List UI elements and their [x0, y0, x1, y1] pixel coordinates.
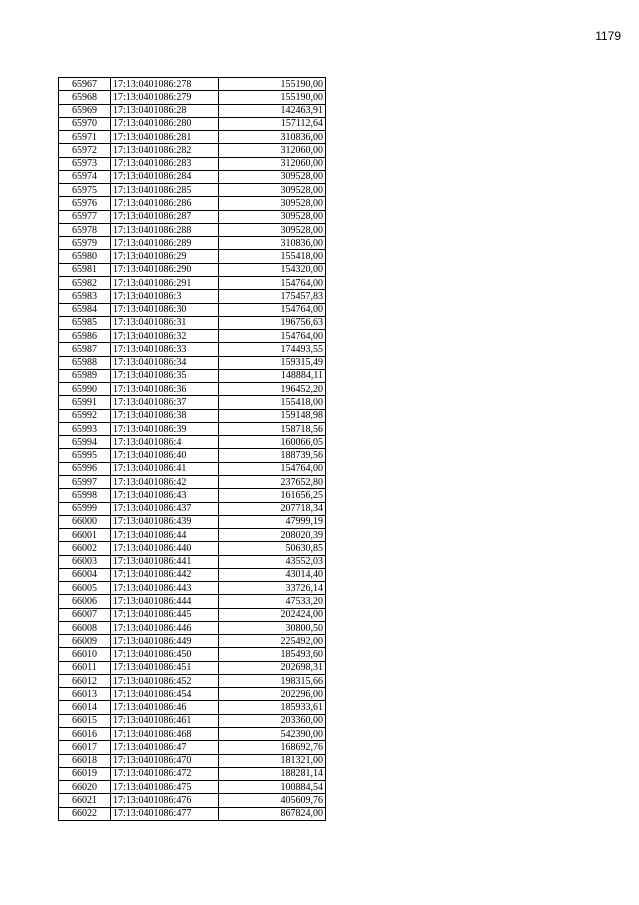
row-number-cell: 66020 [59, 781, 111, 794]
table-row [59, 781, 326, 794]
cadastral-number-cell: 17:13:0401086:44 [111, 529, 219, 542]
cadastral-value-cell: 188281,14 [219, 767, 326, 780]
row-number-cell: 66006 [59, 595, 111, 608]
table-row [59, 343, 326, 356]
row-number-cell: 66016 [59, 728, 111, 741]
table-row [59, 648, 326, 661]
cadastral-number-cell: 17:13:0401086:278 [111, 78, 219, 91]
row-number-cell: 65975 [59, 184, 111, 197]
table-row [59, 409, 326, 422]
cadastral-number-cell: 17:13:0401086:445 [111, 608, 219, 621]
cadastral-value-cell: 30800,50 [219, 621, 326, 634]
cadastral-value-cell: 202698,31 [219, 661, 326, 674]
table-row [59, 263, 326, 276]
cadastral-number-cell: 17:13:0401086:286 [111, 197, 219, 210]
cadastral-value-cell: 160066,05 [219, 436, 326, 449]
cadastral-number-cell: 17:13:0401086:38 [111, 409, 219, 422]
cadastral-value-cell: 43552,03 [219, 555, 326, 568]
cadastral-number-cell: 17:13:0401086:446 [111, 621, 219, 634]
cadastral-number-cell: 17:13:0401086:42 [111, 475, 219, 488]
table-row [59, 396, 326, 409]
row-number-cell: 65992 [59, 409, 111, 422]
cadastral-number-cell: 17:13:0401086:36 [111, 383, 219, 396]
table-row [59, 714, 326, 727]
table-row [59, 595, 326, 608]
cadastral-value-cell: 43014,40 [219, 568, 326, 581]
row-number-cell: 65990 [59, 383, 111, 396]
cadastral-value-cell: 154764,00 [219, 303, 326, 316]
table-row [59, 542, 326, 555]
cadastral-value-cell: 202296,00 [219, 688, 326, 701]
cadastral-value-cell: 196452,20 [219, 383, 326, 396]
table-row [59, 330, 326, 343]
table-row [59, 290, 326, 303]
table-row [59, 794, 326, 807]
cadastral-value-cell: 225492,00 [219, 635, 326, 648]
row-number-cell: 65979 [59, 237, 111, 250]
cadastral-number-cell: 17:13:0401086:472 [111, 767, 219, 780]
table-row [59, 674, 326, 687]
table-row [59, 250, 326, 263]
cadastral-number-cell: 17:13:0401086:470 [111, 754, 219, 767]
cadastral-number-cell: 17:13:0401086:37 [111, 396, 219, 409]
row-number-cell: 66019 [59, 767, 111, 780]
table-row [59, 462, 326, 475]
cadastral-number-cell: 17:13:0401086:40 [111, 449, 219, 462]
table-row [59, 436, 326, 449]
row-number-cell: 65981 [59, 263, 111, 276]
table-row [59, 104, 326, 117]
row-number-cell: 65971 [59, 131, 111, 144]
table-row [59, 91, 326, 104]
cadastral-value-cell: 154764,00 [219, 276, 326, 289]
cadastral-value-cell: 148884,11 [219, 369, 326, 382]
row-number-cell: 65985 [59, 316, 111, 329]
cadastral-value-cell: 168692,76 [219, 741, 326, 754]
row-number-cell: 65974 [59, 170, 111, 183]
table-row [59, 608, 326, 621]
cadastral-value-cell: 50630,85 [219, 542, 326, 555]
cadastral-number-cell: 17:13:0401086:284 [111, 170, 219, 183]
cadastral-number-cell: 17:13:0401086:30 [111, 303, 219, 316]
cadastral-value-cell: 155418,00 [219, 396, 326, 409]
cadastral-number-cell: 17:13:0401086:440 [111, 542, 219, 555]
row-number-cell: 65973 [59, 157, 111, 170]
cadastral-number-cell: 17:13:0401086:454 [111, 688, 219, 701]
cadastral-number-cell: 17:13:0401086:41 [111, 462, 219, 475]
cadastral-number-cell: 17:13:0401086:451 [111, 661, 219, 674]
row-number-cell: 66008 [59, 621, 111, 634]
row-number-cell: 65980 [59, 250, 111, 263]
row-number-cell: 65978 [59, 223, 111, 236]
cadastral-value-cell: 154320,00 [219, 263, 326, 276]
cadastral-number-cell: 17:13:0401086:285 [111, 184, 219, 197]
cadastral-value-cell: 309528,00 [219, 210, 326, 223]
cadastral-number-cell: 17:13:0401086:31 [111, 316, 219, 329]
row-number-cell: 65997 [59, 475, 111, 488]
row-number-cell: 66007 [59, 608, 111, 621]
cadastral-value-cell: 309528,00 [219, 223, 326, 236]
row-number-cell: 65996 [59, 462, 111, 475]
cadastral-value-cell: 161656,25 [219, 489, 326, 502]
cadastral-number-cell: 17:13:0401086:280 [111, 117, 219, 130]
cadastral-number-cell: 17:13:0401086:452 [111, 674, 219, 687]
table-row [59, 117, 326, 130]
row-number-cell: 65977 [59, 210, 111, 223]
cadastral-number-cell: 17:13:0401086:287 [111, 210, 219, 223]
cadastral-number-cell: 17:13:0401086:4 [111, 436, 219, 449]
cadastral-value-cell: 185933,61 [219, 701, 326, 714]
table-row [59, 197, 326, 210]
cadastral-number-cell: 17:13:0401086:461 [111, 714, 219, 727]
cadastral-number-cell: 17:13:0401086:450 [111, 648, 219, 661]
cadastral-number-cell: 17:13:0401086:477 [111, 807, 219, 820]
table-row [59, 223, 326, 236]
cadastral-value-cell: 405609,76 [219, 794, 326, 807]
cadastral-number-cell: 17:13:0401086:35 [111, 369, 219, 382]
table-row [59, 502, 326, 515]
table-row [59, 568, 326, 581]
cadastral-number-cell: 17:13:0401086:28 [111, 104, 219, 117]
table-row [59, 701, 326, 714]
table-row [59, 276, 326, 289]
row-number-cell: 66003 [59, 555, 111, 568]
table-row [59, 449, 326, 462]
cadastral-value-cell: 198315,66 [219, 674, 326, 687]
cadastral-number-cell: 17:13:0401086:291 [111, 276, 219, 289]
row-number-cell: 65989 [59, 369, 111, 382]
cadastral-value-cell: 196756,63 [219, 316, 326, 329]
cadastral-value-cell: 154764,00 [219, 462, 326, 475]
cadastral-value-cell: 155190,00 [219, 78, 326, 91]
table-row [59, 78, 326, 91]
cadastral-number-cell: 17:13:0401086:283 [111, 157, 219, 170]
cadastral-number-cell: 17:13:0401086:468 [111, 728, 219, 741]
page-number: 1179 [595, 29, 621, 43]
row-number-cell: 65983 [59, 290, 111, 303]
table-row [59, 728, 326, 741]
table-row [59, 688, 326, 701]
cadastral-number-cell: 17:13:0401086:441 [111, 555, 219, 568]
cadastral-number-cell: 17:13:0401086:449 [111, 635, 219, 648]
cadastral-value-cell: 867824,00 [219, 807, 326, 820]
cadastral-number-cell: 17:13:0401086:475 [111, 781, 219, 794]
row-number-cell: 65986 [59, 330, 111, 343]
table-row [59, 157, 326, 170]
row-number-cell: 65968 [59, 91, 111, 104]
cadastral-number-cell: 17:13:0401086:39 [111, 422, 219, 435]
cadastral-value-cell: 542390,00 [219, 728, 326, 741]
row-number-cell: 66002 [59, 542, 111, 555]
row-number-cell: 66014 [59, 701, 111, 714]
row-number-cell: 66005 [59, 582, 111, 595]
table-row [59, 144, 326, 157]
table-row [59, 489, 326, 502]
row-number-cell: 65995 [59, 449, 111, 462]
row-number-cell: 65976 [59, 197, 111, 210]
cadastral-value-cell: 175457,83 [219, 290, 326, 303]
cadastral-number-cell: 17:13:0401086:281 [111, 131, 219, 144]
table-row [59, 621, 326, 634]
cadastral-number-cell: 17:13:0401086:288 [111, 223, 219, 236]
cadastral-value-cell: 142463,91 [219, 104, 326, 117]
cadastral-value-table [58, 77, 326, 821]
row-number-cell: 65998 [59, 489, 111, 502]
table-row [59, 529, 326, 542]
cadastral-number-cell: 17:13:0401086:29 [111, 250, 219, 263]
cadastral-number-cell: 17:13:0401086:3 [111, 290, 219, 303]
table-row [59, 555, 326, 568]
row-number-cell: 65987 [59, 343, 111, 356]
row-number-cell: 65988 [59, 356, 111, 369]
table-row [59, 170, 326, 183]
table-row [59, 316, 326, 329]
cadastral-value-cell: 312060,00 [219, 144, 326, 157]
table-row [59, 475, 326, 488]
table-row [59, 741, 326, 754]
cadastral-value-cell: 157112,64 [219, 117, 326, 130]
row-number-cell: 66001 [59, 529, 111, 542]
cadastral-value-cell: 159148,98 [219, 409, 326, 422]
cadastral-value-cell: 203360,00 [219, 714, 326, 727]
row-number-cell: 66012 [59, 674, 111, 687]
row-number-cell: 66015 [59, 714, 111, 727]
cadastral-number-cell: 17:13:0401086:34 [111, 356, 219, 369]
cadastral-number-cell: 17:13:0401086:282 [111, 144, 219, 157]
table-row [59, 515, 326, 528]
cadastral-value-cell: 208020,39 [219, 529, 326, 542]
cadastral-number-cell: 17:13:0401086:444 [111, 595, 219, 608]
cadastral-number-cell: 17:13:0401086:290 [111, 263, 219, 276]
cadastral-value-cell: 310836,00 [219, 237, 326, 250]
table-row [59, 303, 326, 316]
row-number-cell: 65967 [59, 78, 111, 91]
cadastral-number-cell: 17:13:0401086:439 [111, 515, 219, 528]
row-number-cell: 66010 [59, 648, 111, 661]
cadastral-number-cell: 17:13:0401086:289 [111, 237, 219, 250]
row-number-cell: 65982 [59, 276, 111, 289]
table-row [59, 767, 326, 780]
row-number-cell: 66011 [59, 661, 111, 674]
cadastral-value-cell: 207718,34 [219, 502, 326, 515]
table-row [59, 635, 326, 648]
cadastral-number-cell: 17:13:0401086:43 [111, 489, 219, 502]
cadastral-value-cell: 158718,56 [219, 422, 326, 435]
row-number-cell: 65994 [59, 436, 111, 449]
table-body [59, 78, 326, 821]
cadastral-number-cell: 17:13:0401086:476 [111, 794, 219, 807]
cadastral-value-cell: 154764,00 [219, 330, 326, 343]
cadastral-value-cell: 47533,20 [219, 595, 326, 608]
table-row [59, 383, 326, 396]
cadastral-value-cell: 47999,19 [219, 515, 326, 528]
cadastral-value-cell: 155418,00 [219, 250, 326, 263]
cadastral-number-cell: 17:13:0401086:437 [111, 502, 219, 515]
cadastral-value-cell: 181321,00 [219, 754, 326, 767]
cadastral-value-cell: 237652,80 [219, 475, 326, 488]
cadastral-number-cell: 17:13:0401086:33 [111, 343, 219, 356]
table-row [59, 369, 326, 382]
cadastral-value-cell: 100884,54 [219, 781, 326, 794]
cadastral-value-cell: 202424,00 [219, 608, 326, 621]
row-number-cell: 65972 [59, 144, 111, 157]
cadastral-value-cell: 310836,00 [219, 131, 326, 144]
table-row [59, 210, 326, 223]
cadastral-number-cell: 17:13:0401086:47 [111, 741, 219, 754]
cadastral-value-cell: 188739,56 [219, 449, 326, 462]
table-row [59, 422, 326, 435]
row-number-cell: 65970 [59, 117, 111, 130]
cadastral-value-cell: 174493,55 [219, 343, 326, 356]
row-number-cell: 65984 [59, 303, 111, 316]
cadastral-number-cell: 17:13:0401086:279 [111, 91, 219, 104]
table-row [59, 131, 326, 144]
row-number-cell: 66022 [59, 807, 111, 820]
row-number-cell: 65991 [59, 396, 111, 409]
cadastral-number-cell: 17:13:0401086:46 [111, 701, 219, 714]
cadastral-number-cell: 17:13:0401086:442 [111, 568, 219, 581]
table-row [59, 661, 326, 674]
table-row [59, 582, 326, 595]
row-number-cell: 66017 [59, 741, 111, 754]
cadastral-value-cell: 33726,14 [219, 582, 326, 595]
table-row [59, 237, 326, 250]
cadastral-value-cell: 309528,00 [219, 197, 326, 210]
cadastral-number-cell: 17:13:0401086:32 [111, 330, 219, 343]
row-number-cell: 66004 [59, 568, 111, 581]
row-number-cell: 66018 [59, 754, 111, 767]
cadastral-value-cell: 185493,60 [219, 648, 326, 661]
table-row [59, 754, 326, 767]
cadastral-value-cell: 159315,49 [219, 356, 326, 369]
row-number-cell: 66013 [59, 688, 111, 701]
row-number-cell: 65969 [59, 104, 111, 117]
cadastral-value-cell: 155190,00 [219, 91, 326, 104]
row-number-cell: 66000 [59, 515, 111, 528]
row-number-cell: 66021 [59, 794, 111, 807]
cadastral-number-cell: 17:13:0401086:443 [111, 582, 219, 595]
table-row [59, 807, 326, 820]
cadastral-value-cell: 312060,00 [219, 157, 326, 170]
row-number-cell: 65999 [59, 502, 111, 515]
row-number-cell: 65993 [59, 422, 111, 435]
cadastral-value-cell: 309528,00 [219, 184, 326, 197]
table-row [59, 184, 326, 197]
table-row [59, 356, 326, 369]
cadastral-value-cell: 309528,00 [219, 170, 326, 183]
row-number-cell: 66009 [59, 635, 111, 648]
